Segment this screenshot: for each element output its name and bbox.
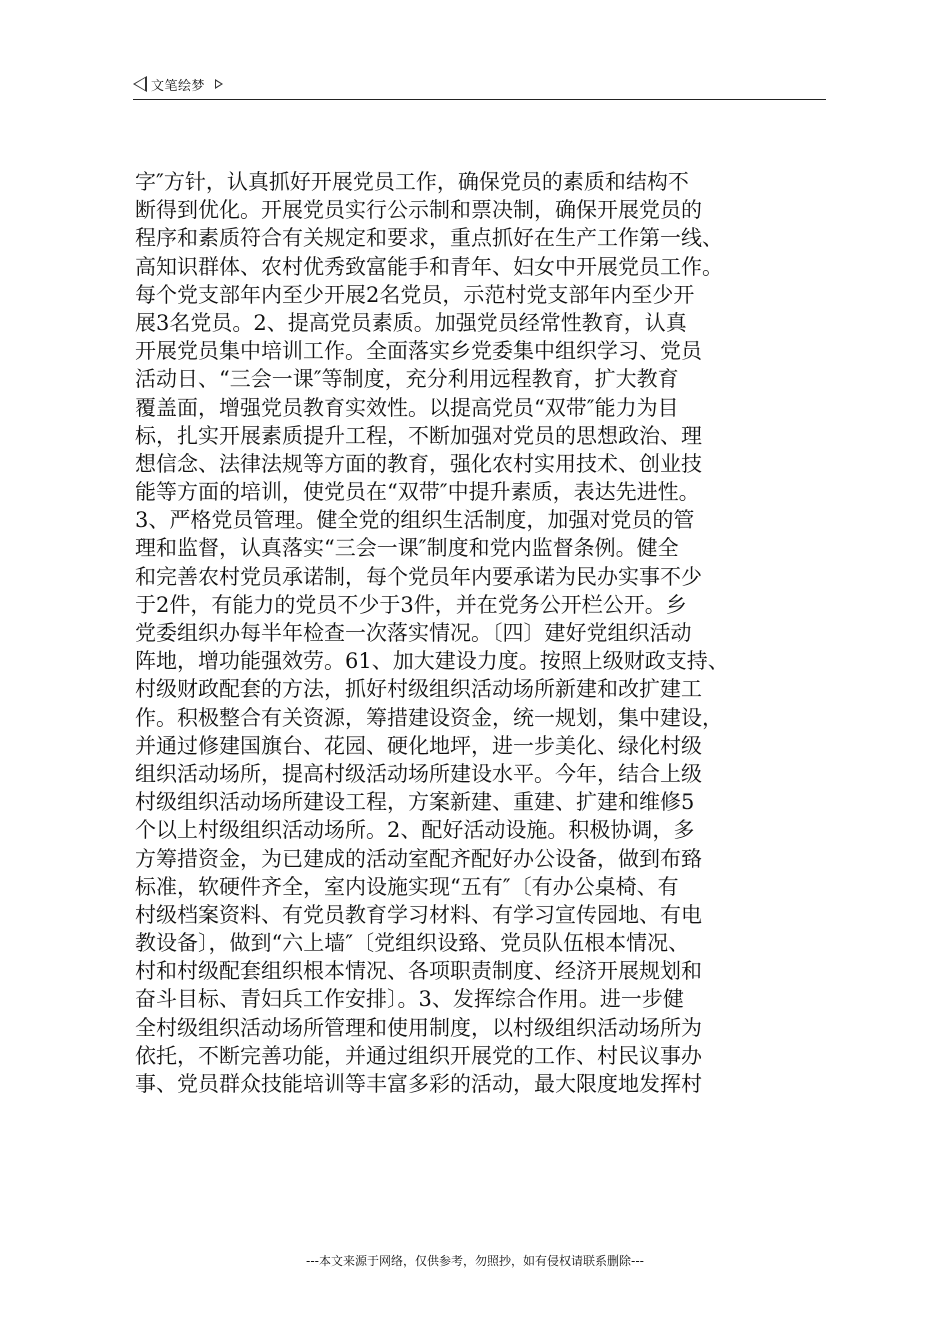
text-line: 能等方面的培训，使党员在“双带″中提升素质，表达先进性。: [135, 480, 700, 505]
text-line: 开展党员集中培训工作。全面落实乡党委集中组织学习、党员: [135, 339, 702, 364]
text-line: 事、党员群众技能培训等丰富多彩的活动，最大限度地发挥村: [135, 1072, 702, 1096]
text-line: 理和监督，认真落实“三会一课″制度和党内监督条例。健全: [135, 536, 679, 561]
text-line: 村级组织活动场所建设工程，方案新建、重建、扩建和维修5: [135, 790, 695, 815]
triangle-right-icon: [215, 79, 223, 89]
brand-name: 文笔绘梦: [151, 78, 206, 94]
text-line: 标，扎实开展素质提升工程，不断加强对党员的思想政治、理: [135, 423, 702, 448]
text-line: 高知识群体、农村优秀致富能手和青年、妇女中开展党员工作。: [135, 254, 723, 279]
text-line: 依托，不断完善功能，并通过组织开展党的工作、村民议事办: [135, 1043, 702, 1068]
text-line: 奋斗目标、青妇兵工作安排〕。3、发挥综合作用。进一步健: [135, 987, 684, 1012]
text-line: 展3名党员。2、提高党员素质。加强党员经常性教育，认真: [135, 310, 687, 335]
footer-disclaimer: ---本文来源于网络，仅供参考，勿照抄，如有侵权请联系删除---: [306, 1254, 644, 1268]
text-line: 个以上村级组织活动场所。2、配好活动设施。积极协调，多: [135, 818, 695, 843]
text-line: 每个党支部年内至少开展2名党员，示范村党支部年内至少开: [135, 282, 695, 307]
text-line: 字″方针，认真抓好开展党员工作，确保党员的素质和结构不: [135, 170, 689, 194]
text-line: 活动日、“三会一课″等制度，充分利用远程教育，扩大教育: [135, 367, 679, 392]
page-header: [133, 72, 223, 96]
text-line: 于2件，有能力的党员不少于3件，并在党务公开栏公开。乡: [135, 592, 687, 617]
text-line: 作。积极整合有关资源，筹措建设资金，统一规划，集中建设，: [135, 705, 723, 730]
text-line: 程序和素质符合有关规定和要求，重点抓好在生产工作第一线、: [135, 226, 723, 251]
text-line: 断得到优化。开展党员实行公示制和票决制，确保开展党员的: [135, 198, 702, 223]
text-line: 阵地，增功能强效劳。61、加大建设力度。按照上级财政支持、: [135, 649, 729, 674]
triangle-left-icon: [133, 76, 147, 92]
text-line: 村和村级配套组织根本情况、各项职责制度、经济开展规划和: [135, 959, 702, 984]
text-line: 标准，软硬件齐全，室内设施实现“五有″〔有办公桌椅、有: [135, 874, 679, 899]
body-text: [135, 168, 830, 1098]
text-line: 覆盖面，增强党员教育实效性。以提高党员“双带″能力为目: [135, 395, 679, 420]
text-line: 教设备〕，做到“六上墙″〔党组织设臵、党员队伍根本情况、: [135, 931, 690, 956]
text-line: 组织活动场所，提高村级活动场所建设水平。今年，结合上级: [135, 761, 702, 786]
text-line: 村级档案资料、有党员教育学习材料、有学习宣传园地、有电: [135, 902, 702, 927]
text-line: 全村级组织活动场所管理和使用制度，以村级组织活动场所为: [135, 1015, 702, 1040]
text-line: 3、严格党员管理。健全党的组织生活制度，加强对党员的管: [135, 508, 695, 533]
text-line: 方筹措资金，为已建成的活动室配齐配好办公设备，做到布臵: [135, 846, 702, 871]
text-line: 并通过修建国旗台、花园、硬化地坪，进一步美化、绿化村级: [135, 733, 702, 758]
header-rule: [133, 99, 826, 100]
text-line: 党委组织办每半年检查一次落实情况。〔四〕建好党组织活动: [135, 621, 692, 645]
text-line: 想信念、法律法规等方面的教育，强化农村实用技术、创业技: [135, 451, 702, 476]
text-line: 村级财政配套的方法，抓好村级组织活动场所新建和改扩建工: [135, 677, 702, 702]
text-line: 和完善农村党员承诺制，每个党员年内要承诺为民办实事不少: [135, 564, 702, 589]
